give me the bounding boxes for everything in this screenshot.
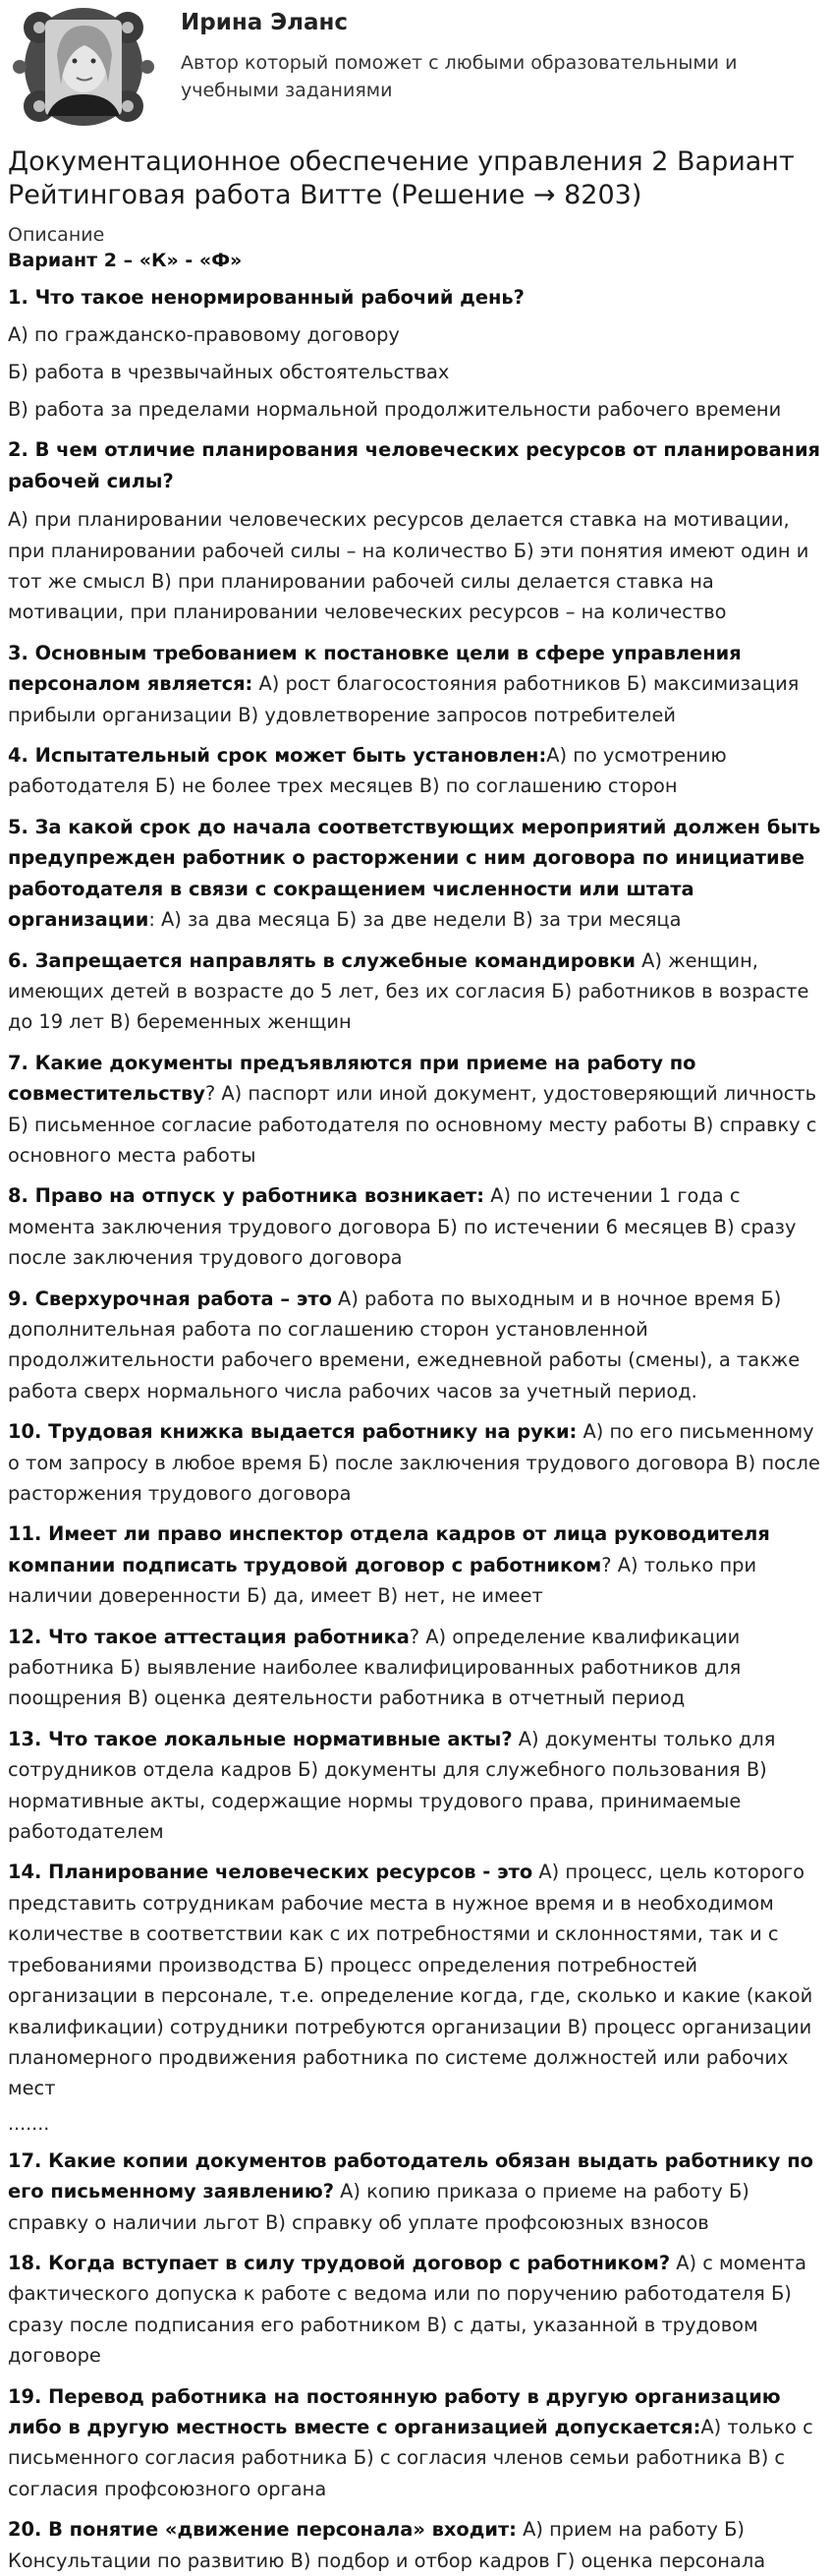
question-heading: 6. Запрещается направлять в служебные командировки	[8, 948, 636, 972]
question-1-option-a: А) по гражданско-правовому договору	[8, 323, 400, 347]
question-1-option-b: Б) работа в чрезвычайных обстоятельствах	[8, 361, 450, 384]
question-13	[8, 1724, 822, 1848]
question-9	[8, 1284, 822, 1407]
question-11	[8, 1518, 822, 1611]
author-name[interactable]: Ирина Эланс	[181, 10, 349, 35]
question-7	[8, 1048, 822, 1172]
question-answers: : А) за два месяца Б) за две недели В) за три месяца	[148, 908, 682, 932]
question-heading: 5. За какой срок до начала соответствующих мероприятий должен быть предупрежден работник о расторжении с ним договора по инициативе работодателя в связи с сокращением численности или штата организации	[8, 815, 821, 932]
question-heading: 18. Когда вступает в силу трудовой договор с работником?	[8, 2251, 671, 2274]
question-answers: А) работа по выходным и в ночное время Б) дополнительная работа по соглашению сторон установленной продолжительности рабочего времени, ежедневной работы (смены), а также работа сверх нормального числа рабочих часов за учетный период.	[8, 1287, 801, 1402]
question-4	[8, 740, 822, 802]
question-answers: А) женщин, имеющих детей в возрасте до 5 лет, без их согласия Б) работников в возрасте до 19 лет В) беременных женщин	[8, 948, 809, 1034]
question-5	[8, 812, 822, 936]
question-20	[8, 2514, 822, 2576]
question-heading: 14. Планирование человеческих ресурсов - это	[8, 1860, 533, 1884]
question-heading: 9. Сверхурочная работа – это	[8, 1287, 332, 1310]
question-answers: А) с момента фактического допуска к работе с ведома или по поручению работодателя Б) сразу после подписания его работником В) с даты, указанной в трудовом договоре	[8, 2251, 806, 2368]
question-answers: А) документы только для сотрудников отдела кадров Б) документы для служебного пользования В) нормативные акты, содержащие нормы трудового права, принимаемые работодателем	[8, 1727, 776, 1844]
question-heading: 20. В понятие «движение персонала» входит:	[8, 2518, 517, 2542]
question-1-option-c: В) работа за пределами нормальной продолжительности рабочего времени	[8, 398, 782, 422]
question-answers: А) по усмотрению работодателя Б) не более трех месяцев В) по соглашению сторон	[8, 744, 727, 798]
question-2	[8, 434, 822, 496]
question-answers: А) копию приказа о приеме на работу Б) справку о наличии льгот В) справку об уплате профсоюзных взносов	[8, 2180, 749, 2234]
question-heading: 13. Что такое локальные нормативные акты?	[8, 1727, 513, 1750]
question-heading: 17. Какие копии документов работодатель обязан выдать работнику по его письменному заявлению?	[8, 2148, 813, 2204]
question-12	[8, 1622, 822, 1714]
description-label: Описание	[8, 224, 105, 246]
question-answers: А) по его письменному о том запросу в любое время Б) после заключения трудового договора В) после расторжения трудового договора	[8, 1420, 820, 1505]
question-heading: 19. Перевод работника на постоянную работу в другую организацию либо в другую местность вместе с организацией допускается:	[8, 2384, 781, 2438]
question-heading: 12. Что такое аттестация работника	[8, 1625, 410, 1648]
question-heading: 1. Что такое ненормированный рабочий день?	[8, 286, 525, 309]
question-heading: 11. Имеет ли право инспектор отдела кадров от лица руководителя компании подписать трудовой договор с работником	[8, 1522, 770, 1576]
question-1	[8, 282, 822, 313]
author-avatar[interactable]	[6, 4, 161, 130]
question-answers: А) только с письменного согласия работника Б) с согласия членов семьи работника В) с согласия профсоюзного органа	[8, 2415, 813, 2500]
question-19	[8, 2381, 822, 2505]
page-title: Документационное обеспечение управления 2 Вариант Рейтинговая работа Витте (Решение → 8203)	[8, 146, 795, 210]
question-heading: 2. В чем отличие планирования человеческих ресурсов от планирования рабочей силы?	[8, 438, 820, 492]
question-8	[8, 1180, 822, 1273]
question-3	[8, 638, 822, 730]
question-2-answers: А) при планировании человеческих ресурсов делается ставка на мотивации, при планировании рабочей силы – на количество Б) эти понятия имеют один и тот же смысл В) при планировании рабочей силы делается ставка на мотивации, при планировании человеческих ресурсов – на количество	[8, 508, 809, 624]
question-answers: А) по истечении 1 года с момента заключения трудового договора Б) по истечении 6 месяцев В) сразу после заключения трудового договора	[8, 1184, 797, 1270]
question-18	[8, 2248, 822, 2372]
ellipsis: .......	[8, 2112, 50, 2135]
question-heading: 7. Какие документы предъявляются при приеме на работу по совместительству	[8, 1051, 696, 1106]
question-answers: А) рост благосостояния работников Б) максимизация прибыли организации В) удовлетворение запросов потребителей	[8, 672, 800, 726]
variant-label: Вариант 2 – «К» - «Ф»	[8, 250, 243, 271]
question-10	[8, 1416, 822, 1509]
question-answers: А) процесс, цель которого представить сотрудникам рабочие места в нужное время и в необходимом количестве в соответствии как с их потребностями и склонностями, так и с требованиями производства Б) процесс определения потребностей организации в персонале, т.е. определение когда, где, сколько и какие (какой квалификации) сотрудники потребуются организации В) процесс организации планомерного продвижения работника по системе должностей или рабочих мест	[8, 1860, 813, 2100]
question-answers: А) прием на работу Б) Консультации по развитию В) подбор и отбор кадров Г) оценка персонала	[8, 2518, 766, 2572]
question-answers: ? А) только при наличии доверенности Б) да, имеет В) нет, не имеет	[8, 1553, 757, 1608]
question-heading: 4. Испытательный срок может быть установлен:	[8, 744, 547, 768]
question-heading: 3. Основным требованием к постановке цели в сфере управления персоналом является:	[8, 641, 742, 696]
question-answers: ? А) паспорт или иной документ, удостоверяющий личность Б) письменное согласие работодателя по основному месту работы В) справку с основного места работы	[8, 1082, 817, 1167]
question-heading: 10. Трудовая книжка выдается работнику на руки:	[8, 1420, 578, 1444]
question-answers: ? А) определение квалификации работника Б) выявление наиболее квалифицированных работников для поощрения В) оценка деятельности работника в отчетный период	[8, 1625, 742, 1710]
author-description: Автор который поможет с любыми образовательными и учебными заданиями	[181, 52, 738, 101]
question-heading: 8. Право на отпуск у работника возникает:	[8, 1184, 485, 1208]
question-14	[8, 1857, 822, 2103]
question-17	[8, 2146, 822, 2238]
author-card	[0, 0, 832, 133]
question-6	[8, 945, 822, 1038]
